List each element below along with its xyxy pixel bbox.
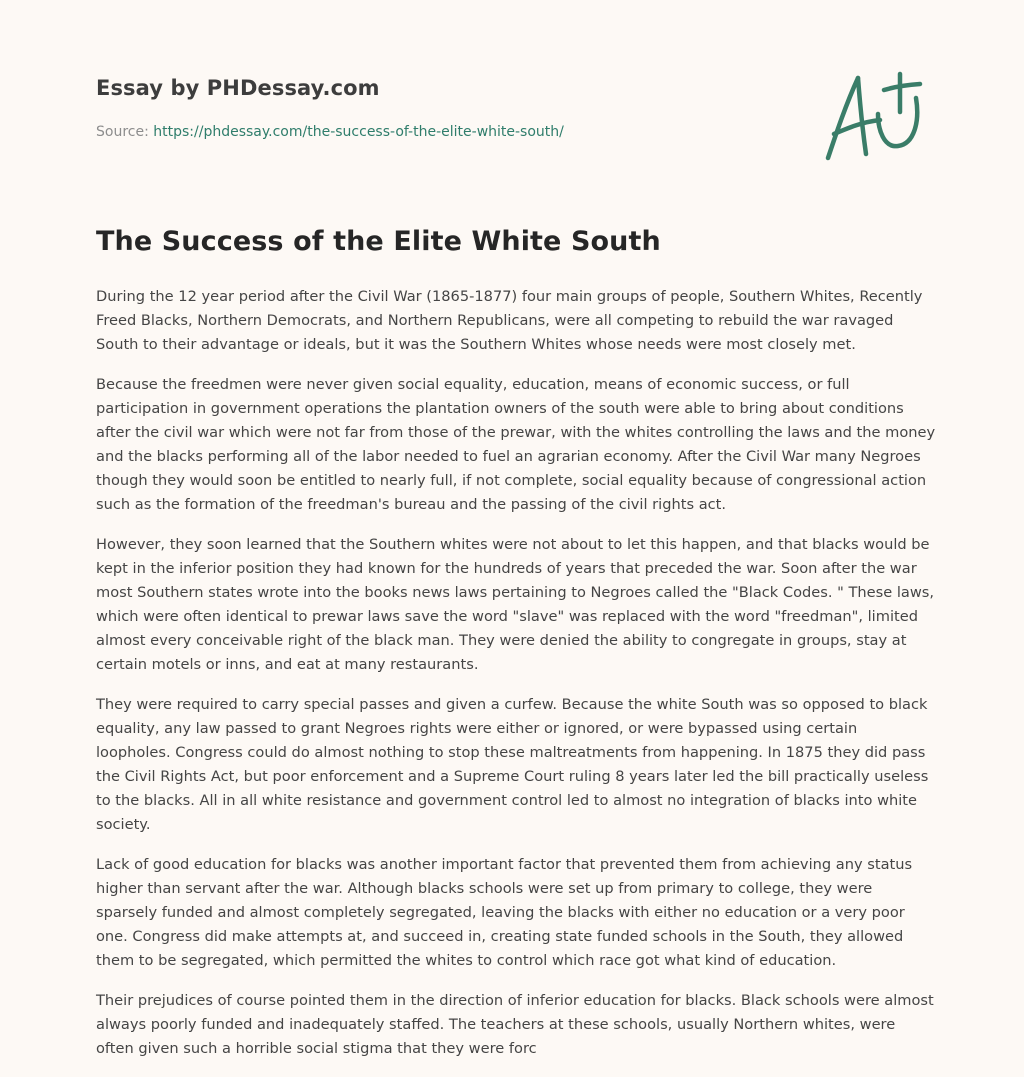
article-title: The Success of the Elite White South	[96, 226, 661, 257]
site-brand: Essay by PHDessay.com	[96, 76, 380, 100]
article-paragraph: During the 12 year period after the Civil War (1865-1877) four main groups of people, Southern Whites, Recently Freed Blacks, Northern Democrats, and Northern Republicans, were all competing to rebuild the war ravaged South to their advantage or ideals, but it was the Southern Whites whose needs were most closely met.	[96, 288, 923, 353]
source-label: Source:	[96, 124, 154, 140]
article-paragraph: They were required to carry special passes and given a curfew. Because the white South was so opposed to black equality, any law passed to grant Negroes rights were either or ignored, or were bypassed using certain loopholes. Congress could do almost nothing to stop these maltreatments from happening. In 1875 they did pass the Civil Rights Act, but poor enforcement and a Supreme Court ruling 8 years later led the bill practically useless to the blacks. All in all white resistance and government control led to almost no integration of blacks into white society.	[96, 696, 929, 833]
article-paragraph: Because the freedmen were never given social equality, education, means of economic success, or full participation in government operations the plantation owners of the south were able to bring about conditions after the civil war which were not far from those of the prewar, with the whites controlling the laws and the money and the blacks performing all of the labor needed to fuel an agrarian economy. After the Civil War many Negroes though they would soon be entitled to nearly full, if not complete, social equality because of congressional action such as the formation of the freedman's bureau and the passing of the civil rights act.	[96, 376, 936, 513]
a-plus-logo-icon	[822, 68, 926, 164]
article-paragraph: Their prejudices of course pointed them in the direction of inferior education for blacks. Black schools were almost always poorly funded and inadequately staffed. The teachers at these schools, usually Northern whites, were often given such a horrible social stigma that they were forc	[96, 992, 934, 1057]
article-paragraph: Lack of good education for blacks was another important factor that prevented them from achieving any status higher than servant after the war. Although blacks schools were set up from primary to college, they were sparsely funded and almost completely segregated, leaving the blacks with either no education or a very poor one. Congress did make attempts at, and succeed in, creating state funded schools in the South, they allowed them to be segregated, which permitted the whites to control which race got what kind of education.	[96, 856, 913, 969]
source-line	[96, 124, 564, 140]
article-body	[96, 285, 936, 1077]
source-link[interactable]: https://phdessay.com/the-success-of-the-elite-white-south/	[153, 124, 564, 140]
article-paragraph: However, they soon learned that the Southern whites were not about to let this happen, and that blacks would be kept in the inferior position they had known for the hundreds of years that preceded the war. Soon after the war most Southern states wrote into the books news laws pertaining to Negroes called the "Black Codes. " These laws, which were often identical to prewar laws save the word "slave" was replaced with the word "freedman", limited almost every conceivable right of the black man. They were denied the ability to congregate in groups, stay at certain motels or inns, and eat at many restaurants.	[96, 536, 935, 673]
